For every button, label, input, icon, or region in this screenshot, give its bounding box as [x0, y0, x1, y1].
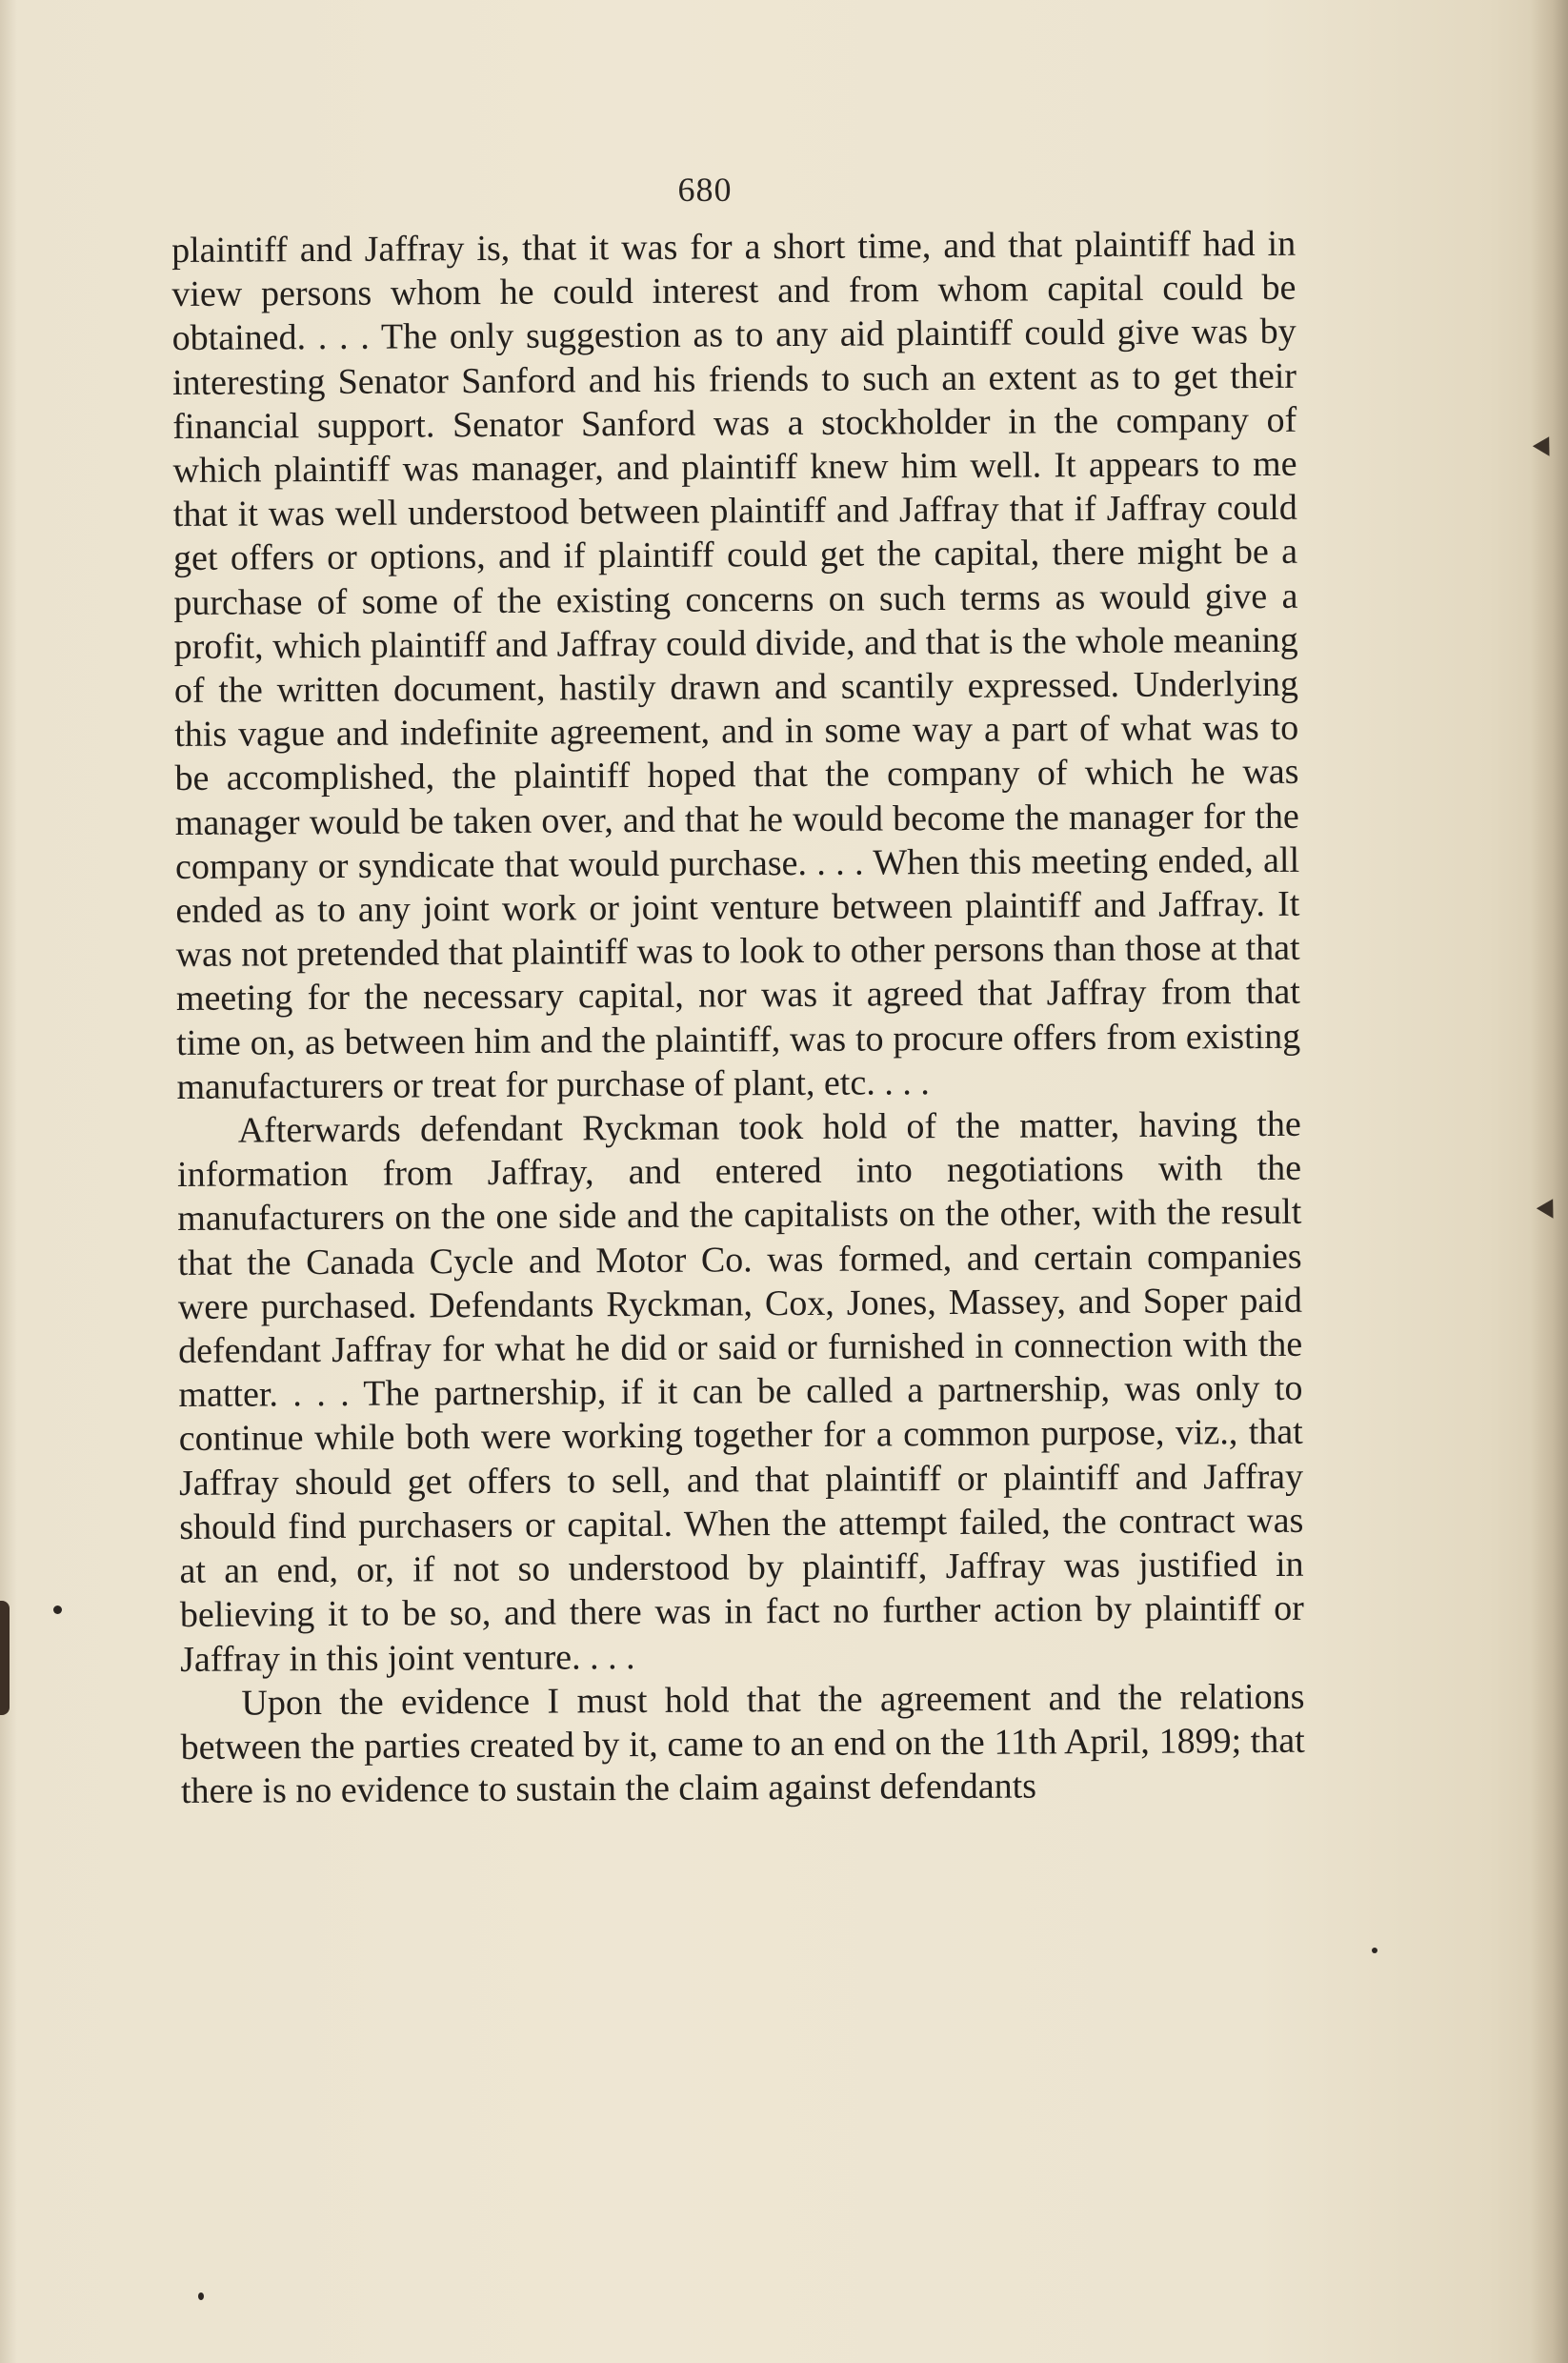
page-left-edge-shadow [0, 0, 17, 2363]
ink-speck [1372, 1948, 1377, 1953]
page-number: 680 [677, 171, 733, 209]
binding-mark [0, 1601, 10, 1715]
page-right-edge-shadow [1530, 0, 1568, 2363]
paragraph-2: Afterwards defendant Ryckman took hold of the matter, having the information from Jaffray, and entered into negotiations with the manufacturers on the one side and the capitalists on the other, with the result that the Canada Cycle and Motor Co. was formed, and certain companies were purchased. Defendants Ryckman, Cox, Jones, Massey, and Soper paid defendant Jaffray for what he did or said or furnished in connection with the matter. . . . The partnership, if it can be called a partnership, was only to continue while both were working together for a common purpose, viz., that Jaffray should get offers to sell, and that plaintiff or plaintiff and Jaffray should find purchasers or capital. When the attempt failed, the contract was at an end, or, if not so understood by plaintiff, Jaffray was justified in believing it to be so, and there was in fact no further action by plaintiff or Jaffray in this joint venture. . . . [176, 1103, 1304, 1680]
paragraph-1: plaintiff and Jaffray is, that it was for a short time, and that plaintiff had in view persons whom he could interest and from whom capital could be obtained. . . . The only suggestion as to any aid plaintiff could give was by interesting Senator Sanford and his friends to such an extent as to get their financial support. Senator Sanford was a stockholder in the company of which plaintiff was manager, and plaintiff knew him well. It appears to me that it was well understood between plaintiff and Jaffray that if Jaffray could get offers or options, and if plaintiff could get the capital, there might be a purchase of some of the existing concerns on such terms as would give a profit, which plaintiff and Jaffray could divide, and that is the whole meaning of the written document, hastily drawn and scantily expressed. Underlying this vague and indefinite agreement, and in some way a part of what was to be accomplished, the plaintiff hoped that the company of which he was manager would be taken over, and that he would become the manager for the company or syndicate that would purchase. . . . When this meeting ended, all ended as to any joint work or joint venture between plaintiff and Jaffray. It was not pretended that plaintiff was to look to other persons than those at that meeting for the necessary capital, nor was it agreed that Jaffray from that time on, as between him and the plaintiff, was to procure offers from existing manufacturers or treat for purchase of plant, etc. . . . [171, 223, 1301, 1107]
ink-speck [198, 2292, 204, 2300]
paragraph-3: Upon the evidence I must hold that the agreement and the relations between the parties created by it, came to an end on the 11th April, 1899; that there is no evidence to sustain the claim against defendants [180, 1676, 1305, 1812]
body-text [171, 222, 1305, 1813]
ink-speck [53, 1606, 62, 1614]
